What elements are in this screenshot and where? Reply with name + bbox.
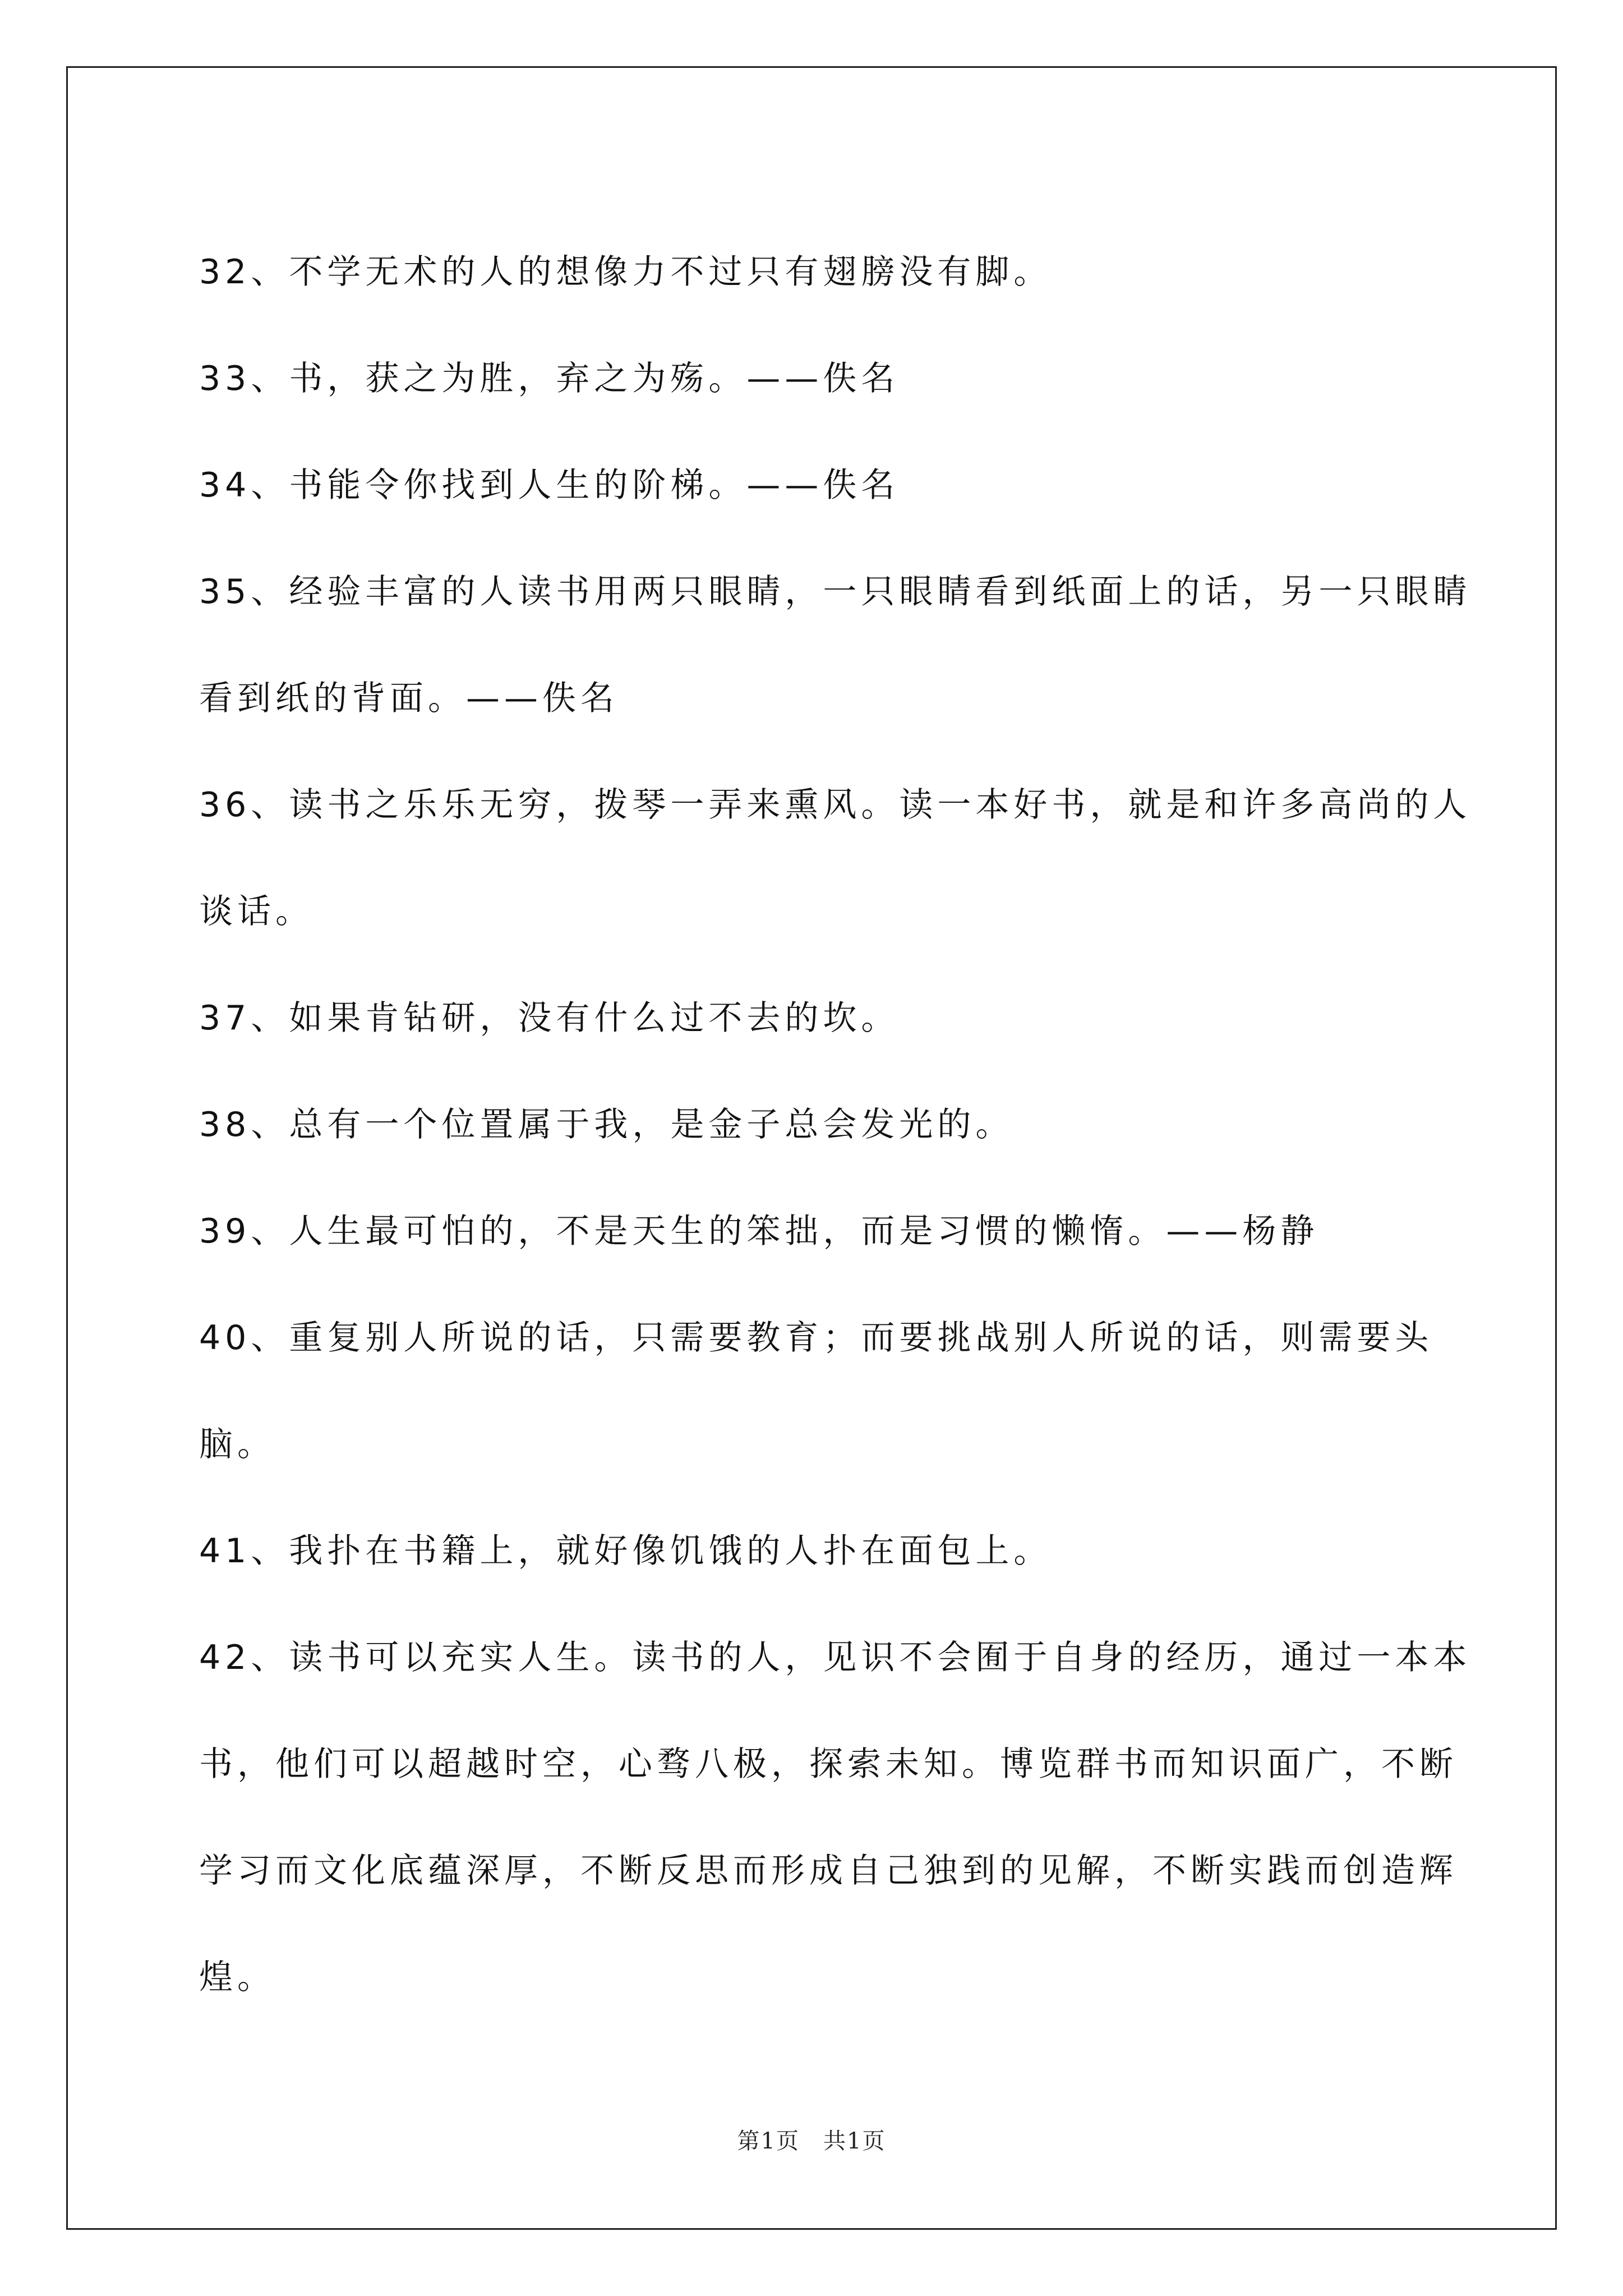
quote-paragraph: 39、人生最可怕的，不是天生的笨拙，而是习惯的懒惰。——杨静: [199, 1212, 1319, 1251]
quote-paragraph: 42、读书可以充实人生。读书的人，见识不会囿于自身的经历，通过一本本书，他们可以超越时空，心骛八极，探索未知。博览群书而知识面广，不断学习而文化底蕴深厚，不断反思而形成自己独到的见解，不断实践而创造辉煌。: [199, 1638, 1472, 1997]
page-footer: 第1页 共1页: [737, 2128, 886, 2154]
quote-paragraph: 41、我扑在书籍上，就好像饥饿的人扑在面包上。: [199, 1531, 1052, 1571]
document-body: [199, 219, 1472, 2031]
quote-paragraph: 40、重复别人所说的话，只需要教育；而要挑战别人所说的话，则需要头脑。: [199, 1318, 1433, 1464]
quote-paragraph: 34、书能令你找到人生的阶梯。——佚名: [199, 466, 900, 505]
quote-paragraph: 36、读书之乐乐无穷，拨琴一弄来熏风。读一本好书，就是和许多高尚的人谈话。: [199, 785, 1472, 931]
quote-paragraph: 32、不学无术的人的想像力不过只有翅膀没有脚。: [199, 252, 1052, 292]
quote-paragraph: 33、书，获之为胜，弃之为殇。——佚名: [199, 359, 900, 398]
quote-paragraph: 35、经验丰富的人读书用两只眼睛，一只眼睛看到纸面上的话，另一只眼睛看到纸的背面。——佚名: [199, 572, 1472, 718]
quote-paragraph: 38、总有一个位置属于我，是金子总会发光的。: [199, 1105, 1014, 1144]
quote-paragraph: 37、如果肯钻研，没有什么过不去的坎。: [199, 999, 900, 1038]
